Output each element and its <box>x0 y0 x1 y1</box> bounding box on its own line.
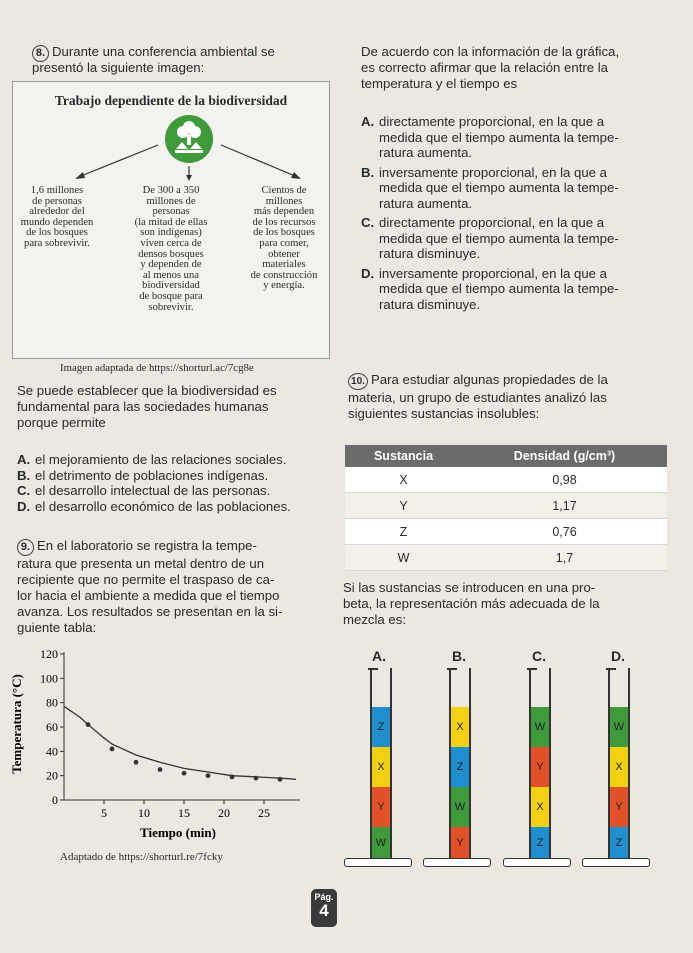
cylinder-d-label: D. <box>611 648 625 664</box>
table-header: Sustancia <box>345 445 462 467</box>
col2-line: personas <box>152 206 190 218</box>
option-text: el desarrollo económico de las poblaciones. <box>35 498 291 514</box>
temperature-chart <box>8 648 308 843</box>
option-line: inversamente proporcional, en la que a <box>379 265 607 281</box>
figure-col3 <box>239 186 329 292</box>
cylinder-a-label: A. <box>372 648 386 664</box>
option-line: medida que el tiempo aumenta la tempe- <box>379 129 619 145</box>
q8-option-c[interactable] <box>17 483 337 499</box>
table-row <box>345 545 667 571</box>
cylinder-c-label: C. <box>532 648 546 664</box>
col2-line: al menos una <box>143 269 199 281</box>
q8-stem-line: porque permite <box>17 415 106 430</box>
option-line: ratura disminuye. <box>379 246 481 261</box>
col1-line: 1,6 millones <box>30 185 84 196</box>
cylinder-layer <box>531 787 549 827</box>
q9-stem-line: temperatura y el tiempo es <box>361 76 518 91</box>
q10-text-line: materia, un grupo de estudiantes analizó las <box>348 390 607 405</box>
q9-number: 9. <box>17 539 34 556</box>
chart-x-label: Tiempo (min) <box>140 825 216 840</box>
col3-line: más dependen <box>253 206 315 218</box>
layer-label: Y <box>377 801 385 813</box>
q9-option-c[interactable] <box>361 215 683 262</box>
q10-text-line: Para estudiar algunas propiedades de la <box>371 372 608 387</box>
cylinder-layer <box>451 747 469 787</box>
option-line: inversamente proporcional, en la que a <box>379 164 607 180</box>
option-line: ratura disminuye. <box>379 296 481 312</box>
cylinder-layer <box>451 787 469 827</box>
q8-option-b[interactable] <box>17 468 337 484</box>
option-letter: C. <box>361 215 375 230</box>
col2-line: densos bosques <box>138 248 204 260</box>
cylinder-layer <box>531 827 549 858</box>
q8-option-d[interactable] <box>17 499 337 515</box>
cylinder-layer <box>451 707 469 747</box>
cylinder-layer <box>451 827 469 858</box>
option-letter: A. <box>17 452 31 467</box>
q8-stem-line: fundamental para las sociedades humanas <box>17 399 269 414</box>
col3-line: de los bosques <box>253 227 315 239</box>
y-tick-label: 20 <box>46 768 58 783</box>
table-cell: 1,17 <box>462 493 667 519</box>
data-point <box>134 760 139 765</box>
cylinder-layer <box>531 707 549 747</box>
col3-line: Cientos de <box>261 185 307 196</box>
chart-y-label: Temperatura (°C) <box>9 674 24 774</box>
table-cell: X <box>345 467 462 493</box>
q9-text-line: recipiente que no permite el traspaso de ca- <box>17 572 275 587</box>
layer-label: Z <box>615 836 623 849</box>
col2-line: viven cerca de <box>140 237 202 249</box>
q9-text <box>17 538 337 636</box>
cylinder-layer <box>610 707 628 747</box>
layer-label: Y <box>456 836 464 849</box>
option-letter: D. <box>361 265 375 281</box>
q9-stem <box>361 44 681 92</box>
layer-label: W <box>454 801 466 813</box>
col2-line: millones de <box>146 195 196 207</box>
cylinder-layer <box>610 827 628 858</box>
col2-line: sobrevivir. <box>148 301 194 313</box>
figure-col1 <box>13 186 101 250</box>
q9-text-line: guiente tabla: <box>17 620 97 635</box>
q9-option-d[interactable] <box>361 266 683 313</box>
q10-text-line: siguientes sustancias insolubles: <box>348 406 540 421</box>
option-text: el desarrollo intelectual de las personas. <box>35 483 271 498</box>
layer-label: X <box>456 721 464 733</box>
cylinder-layer <box>531 747 549 787</box>
layer-label: X <box>615 761 623 773</box>
col1-line: mundo dependen <box>20 216 94 228</box>
option-line: medida que el tiempo aumenta la tempe- <box>379 230 619 246</box>
q8-option-a[interactable] <box>17 452 337 468</box>
cylinder-layer <box>372 787 390 827</box>
option-line: ratura aumenta. <box>379 145 473 160</box>
layer-label: Y <box>536 761 544 773</box>
table-header: Densidad (g/cm³) <box>462 445 667 467</box>
col3-line: millones <box>265 195 303 207</box>
data-point <box>110 747 115 752</box>
page-badge <box>311 889 337 927</box>
q9-option-b[interactable] <box>361 165 683 212</box>
x-tick-label: 20 <box>218 806 230 820</box>
col3-line: materiales <box>262 259 306 271</box>
col1-line: alrededor del <box>29 206 85 218</box>
y-tick-label: 60 <box>46 720 58 734</box>
col3-line: de construcción <box>250 269 318 281</box>
diagram-arrows <box>13 82 329 192</box>
option-letter: B. <box>361 164 375 180</box>
y-tick-label: 120 <box>40 648 58 661</box>
page-label: Pág. <box>314 892 334 902</box>
layer-label: X <box>536 801 544 813</box>
table-row <box>345 493 667 519</box>
col3-line: de los recursos <box>252 216 316 228</box>
col2-line: De 300 a 350 <box>142 185 200 196</box>
page-number: 4 <box>319 901 329 920</box>
x-tick-label: 5 <box>101 806 107 820</box>
biodiversity-figure <box>12 81 330 359</box>
table-row <box>345 467 667 493</box>
data-point <box>230 774 235 779</box>
q8-stem <box>17 383 335 431</box>
q8-intro-line1: Durante una conferencia ambiental se <box>52 44 275 59</box>
density-table <box>345 445 667 571</box>
table-cell: 1,7 <box>462 545 667 571</box>
x-tick-label: 10 <box>138 806 150 820</box>
y-tick-label: 80 <box>46 695 58 710</box>
col1-line: de personas <box>32 195 82 207</box>
q9-option-a[interactable] <box>361 114 683 161</box>
data-point <box>206 773 211 778</box>
chart-source: Adaptado de https://shorturl.re/7fcky <box>60 851 223 863</box>
layer-label: W <box>534 721 546 733</box>
x-tick-label: 25 <box>258 806 270 820</box>
col3-line: obtener <box>268 248 300 260</box>
q8-options <box>17 452 337 514</box>
layer-label: Z <box>456 761 464 773</box>
option-line: directamente proporcional, en la que a <box>379 215 605 230</box>
table-cell: Y <box>345 493 462 519</box>
data-point <box>86 722 91 727</box>
cylinder-layer <box>610 747 628 787</box>
q8-number: 8. <box>32 45 49 62</box>
option-line: directamente proporcional, en la que a <box>379 114 605 129</box>
col2-line: de bosque para <box>139 290 203 302</box>
col2-line: (la mitad de ellas <box>134 216 208 228</box>
col1-line: de los bosques <box>26 227 88 239</box>
table-row <box>345 519 667 545</box>
col2-line: biodiversidad <box>142 280 200 292</box>
col1-line: para sobrevivir. <box>24 237 90 249</box>
q9-options <box>361 114 683 312</box>
temperature-curve <box>64 706 296 779</box>
q8-intro-line2: presentó la siguiente imagen: <box>32 60 205 75</box>
figure-source: Imagen adaptada de https://shorturl.ac/7cg8e <box>60 362 254 374</box>
chart-ticks <box>40 648 270 820</box>
q10-text <box>348 372 683 422</box>
option-letter: A. <box>361 114 375 129</box>
option-letter: B. <box>17 467 31 483</box>
option-line: medida que el tiempo aumenta la tempe- <box>379 281 619 296</box>
table-cell: Z <box>345 519 462 545</box>
q10-stem-line: Si las sustancias se introducen en una pro- <box>343 580 596 595</box>
option-letter: C. <box>17 483 31 498</box>
option-letter: D. <box>17 498 31 514</box>
q10-stem <box>343 580 683 628</box>
cylinder-layer <box>372 827 390 858</box>
col3-line: y energía. <box>263 280 305 292</box>
data-point <box>254 776 259 781</box>
q8-stem-line: Se puede establecer que la biodiversidad es <box>17 383 277 398</box>
chart-points <box>86 722 283 782</box>
table-cell: 0,76 <box>462 519 667 545</box>
data-point <box>278 777 283 782</box>
cylinder-layer <box>372 707 390 747</box>
table-cell: W <box>345 545 462 571</box>
q9-stem-line: De acuerdo con la información de la gráfica, <box>361 44 620 59</box>
q9-stem-line: es correcto afirmar que la relación entre la <box>361 60 609 75</box>
q10-number: 10. <box>348 373 368 390</box>
layer-label: W <box>613 721 625 733</box>
figure-title: Trabajo dependiente de la biodiversidad <box>54 93 288 108</box>
option-text: el detrimento de poblaciones indígenas. <box>35 467 269 483</box>
chart-curve <box>64 706 296 779</box>
layer-label: Z <box>377 721 385 733</box>
data-point <box>182 771 187 776</box>
q9-text-line: ratura que presenta un metal dentro de un <box>17 556 265 571</box>
col2-line: y dependen de <box>140 259 202 271</box>
layer-label: Y <box>615 801 623 813</box>
cylinder-layer <box>372 747 390 787</box>
option-text: el mejoramiento de las relaciones sociales. <box>35 452 287 467</box>
y-tick-label: 0 <box>52 793 58 807</box>
q10-stem-line: beta, la representación más adecuada de la <box>343 596 600 611</box>
cylinder-b-label: B. <box>452 648 466 664</box>
y-tick-label: 100 <box>40 671 58 686</box>
q9-text-line: lor hacia el ambiente a medida que el tiempo <box>17 588 280 603</box>
figure-col2 <box>121 186 221 313</box>
col3-line: para comer, <box>259 237 309 249</box>
option-line: medida que el tiempo aumenta la tempe- <box>379 180 619 195</box>
q9-text-line: En el laboratorio se registra la tempe- <box>37 538 257 553</box>
y-tick-label: 40 <box>46 744 58 759</box>
data-point <box>158 767 163 772</box>
col2-line: son indígenas) <box>140 227 202 239</box>
layer-label: X <box>377 761 385 773</box>
q10-stem-line: mezcla es: <box>343 612 407 627</box>
x-tick-label: 15 <box>178 806 190 820</box>
option-line: ratura aumenta. <box>379 195 473 211</box>
table-cell: 0,98 <box>462 467 667 493</box>
layer-label: W <box>375 836 387 849</box>
cylinder-layer <box>610 787 628 827</box>
q9-text-line: avanza. Los resultados se presentan en la si- <box>17 604 283 619</box>
layer-label: Z <box>536 836 544 849</box>
